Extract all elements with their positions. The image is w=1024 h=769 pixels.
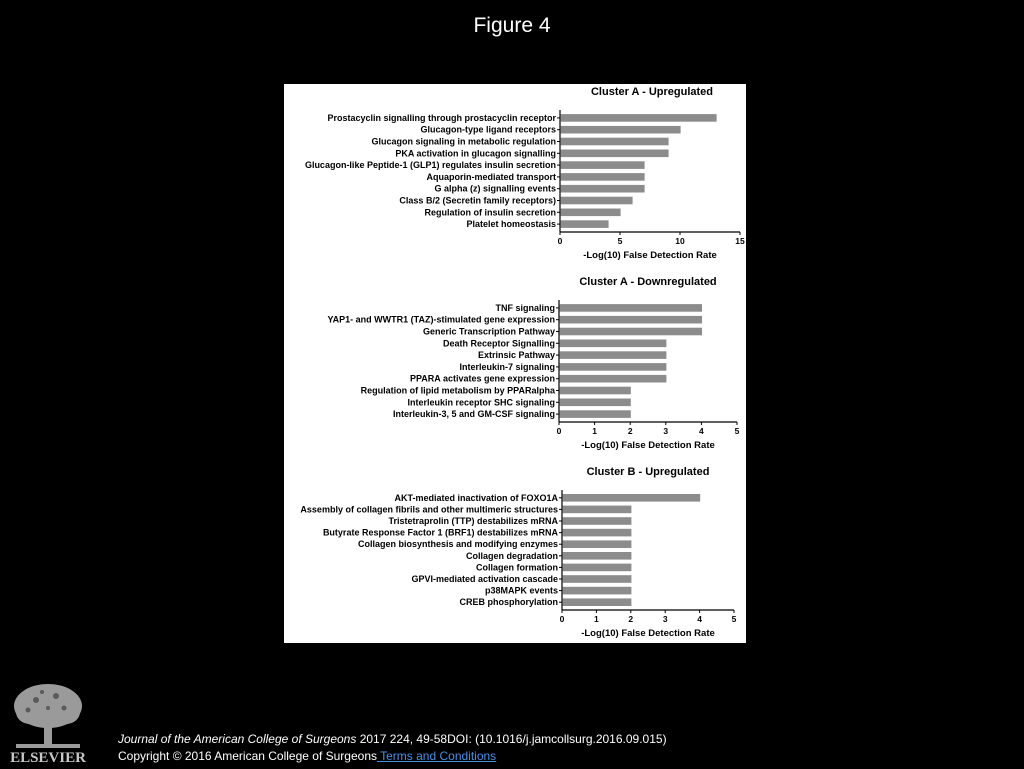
x-tick-label: 4: [697, 614, 702, 624]
x-tick-label: 5: [617, 236, 623, 246]
x-tick-label: 3: [663, 426, 669, 436]
category-label: TNF signaling: [495, 302, 555, 313]
terms-link[interactable]: Terms and Conditions: [377, 749, 497, 763]
bar-1-9: [561, 209, 621, 217]
category-label: PPARA activates gene expression: [409, 373, 555, 384]
x-tick-label: 10: [675, 236, 685, 246]
bar-2-2: [560, 316, 702, 324]
x-tick-label: 3: [662, 614, 668, 624]
bar-2-1: [560, 304, 702, 312]
bar-3-4: [563, 529, 632, 537]
category-label: Interleukin-7 signaling: [459, 361, 555, 372]
bar-2-10: [560, 410, 631, 418]
bar-2-6: [560, 363, 667, 371]
category-label: Generic Transcription Pathway: [422, 326, 555, 337]
figure-panel: [284, 84, 746, 643]
x-tick-label: 0: [559, 614, 565, 624]
category-label: Collagen degradation: [465, 550, 558, 561]
bar-2-3: [560, 328, 702, 336]
x-tick-label: 0: [556, 426, 562, 436]
category-label: Death Receptor Signalling: [442, 338, 555, 349]
category-label: Aquaporin-mediated transport: [426, 171, 556, 182]
citation-line: [118, 731, 667, 748]
bar-3-9: [563, 587, 632, 595]
x-tick-label: 2: [627, 426, 633, 436]
category-label: Glucagon signaling in metabolic regulation: [371, 136, 556, 147]
category-label: PKA activation in glucagon signalling: [395, 148, 556, 159]
category-label: YAP1- and WWTR1 (TAZ)-stimulated gene expression: [327, 314, 555, 325]
category-label: Glucagon-like Peptide-1 (GLP1) regulates insulin secretion: [304, 160, 556, 171]
bar-1-3: [561, 138, 669, 146]
category-label: Platelet homeostasis: [466, 219, 556, 230]
category-label: Interleukin-3, 5 and GM-CSF signaling: [392, 409, 555, 420]
bar-1-4: [561, 150, 669, 158]
bar-2-9: [560, 399, 631, 407]
category-label: CREB phosphorylation: [459, 597, 558, 608]
bar-2-5: [560, 351, 667, 359]
bar-3-1: [563, 494, 701, 502]
category-label: Regulation of insulin secretion: [424, 207, 556, 218]
citation-details: 2017 224, 49-58DOI: (10.1016/j.jamcollsurg.2016.09.015): [356, 732, 667, 746]
category-label: Assembly of collagen fibrils and other multimeric structures: [300, 504, 558, 515]
chart-title-3: Cluster B - Upregulated: [586, 466, 710, 478]
bar-1-8: [561, 197, 633, 205]
bar-3-6: [563, 552, 632, 560]
x-axis-title: -Log(10) False Detection Rate: [583, 250, 717, 261]
x-tick-label: 2: [628, 614, 634, 624]
journal-name: Journal of the American College of Surgeons: [118, 732, 357, 746]
bar-1-7: [561, 185, 645, 193]
category-label: Regulation of lipid metabolism by PPARalpha: [360, 385, 555, 396]
copyright-text: Copyright © 2016 American College of Surgeons: [118, 749, 377, 763]
category-label: Collagen biosynthesis and modifying enzymes: [357, 539, 558, 550]
copyright-line: [118, 748, 667, 765]
category-label: AKT-mediated inactivation of FOXO1A: [394, 492, 558, 503]
chart-title-2: Cluster A - Downregulated: [579, 276, 717, 288]
bar-1-1: [561, 114, 717, 122]
x-tick-label: 15: [735, 236, 745, 246]
category-label: Collagen formation: [475, 562, 558, 573]
elsevier-logo: [8, 680, 88, 764]
category-label: Class B/2 (Secretin family receptors): [399, 195, 556, 206]
x-tick-label: 5: [734, 426, 740, 436]
figure-title: Figure 4: [473, 14, 551, 37]
bar-1-10: [561, 220, 609, 228]
category-label: Tristetraprolin (TTP) destabilizes mRNA: [388, 516, 558, 526]
bar-1-5: [561, 161, 645, 169]
category-label: Butyrate Response Factor 1 (BRF1) destabilizes mRNA: [322, 527, 558, 538]
category-label: Prostacyclin signalling through prostacyclin receptor: [327, 112, 556, 123]
x-tick-label: 4: [699, 426, 704, 436]
bar-1-2: [561, 126, 681, 134]
x-axis-title: -Log(10) False Detection Rate: [581, 440, 715, 451]
citation: [118, 731, 667, 765]
bar-3-8: [563, 575, 632, 583]
bar-1-6: [561, 173, 645, 181]
bar-3-3: [563, 517, 632, 525]
bar-3-10: [563, 598, 632, 606]
category-label: Interleukin receptor SHC signaling: [407, 397, 555, 408]
x-tick-label: 1: [594, 614, 599, 624]
x-tick-label: 0: [557, 236, 563, 246]
category-label: GPVI-mediated activation cascade: [411, 574, 558, 584]
category-label: G alpha (z) signalling events: [434, 183, 556, 194]
bar-3-2: [563, 506, 632, 514]
bar-2-7: [560, 375, 667, 383]
bar-3-5: [563, 540, 632, 548]
bar-2-4: [560, 340, 667, 348]
x-axis-title: -Log(10) False Detection Rate: [581, 628, 715, 639]
bar-3-7: [563, 564, 632, 572]
x-tick-label: 5: [731, 614, 737, 624]
bar-2-8: [560, 387, 631, 395]
category-label: p38MAPK events: [484, 585, 558, 596]
charts-svg: [284, 84, 746, 643]
elsevier-tree-icon: [8, 680, 88, 764]
category-label: Extrinsic Pathway: [477, 350, 555, 361]
elsevier-logo-text: ELSEVIER: [10, 750, 86, 764]
category-label: Glucagon-type ligand receptors: [420, 124, 556, 135]
chart-title-1: Cluster A - Upregulated: [590, 86, 714, 98]
x-tick-label: 1: [592, 426, 597, 436]
